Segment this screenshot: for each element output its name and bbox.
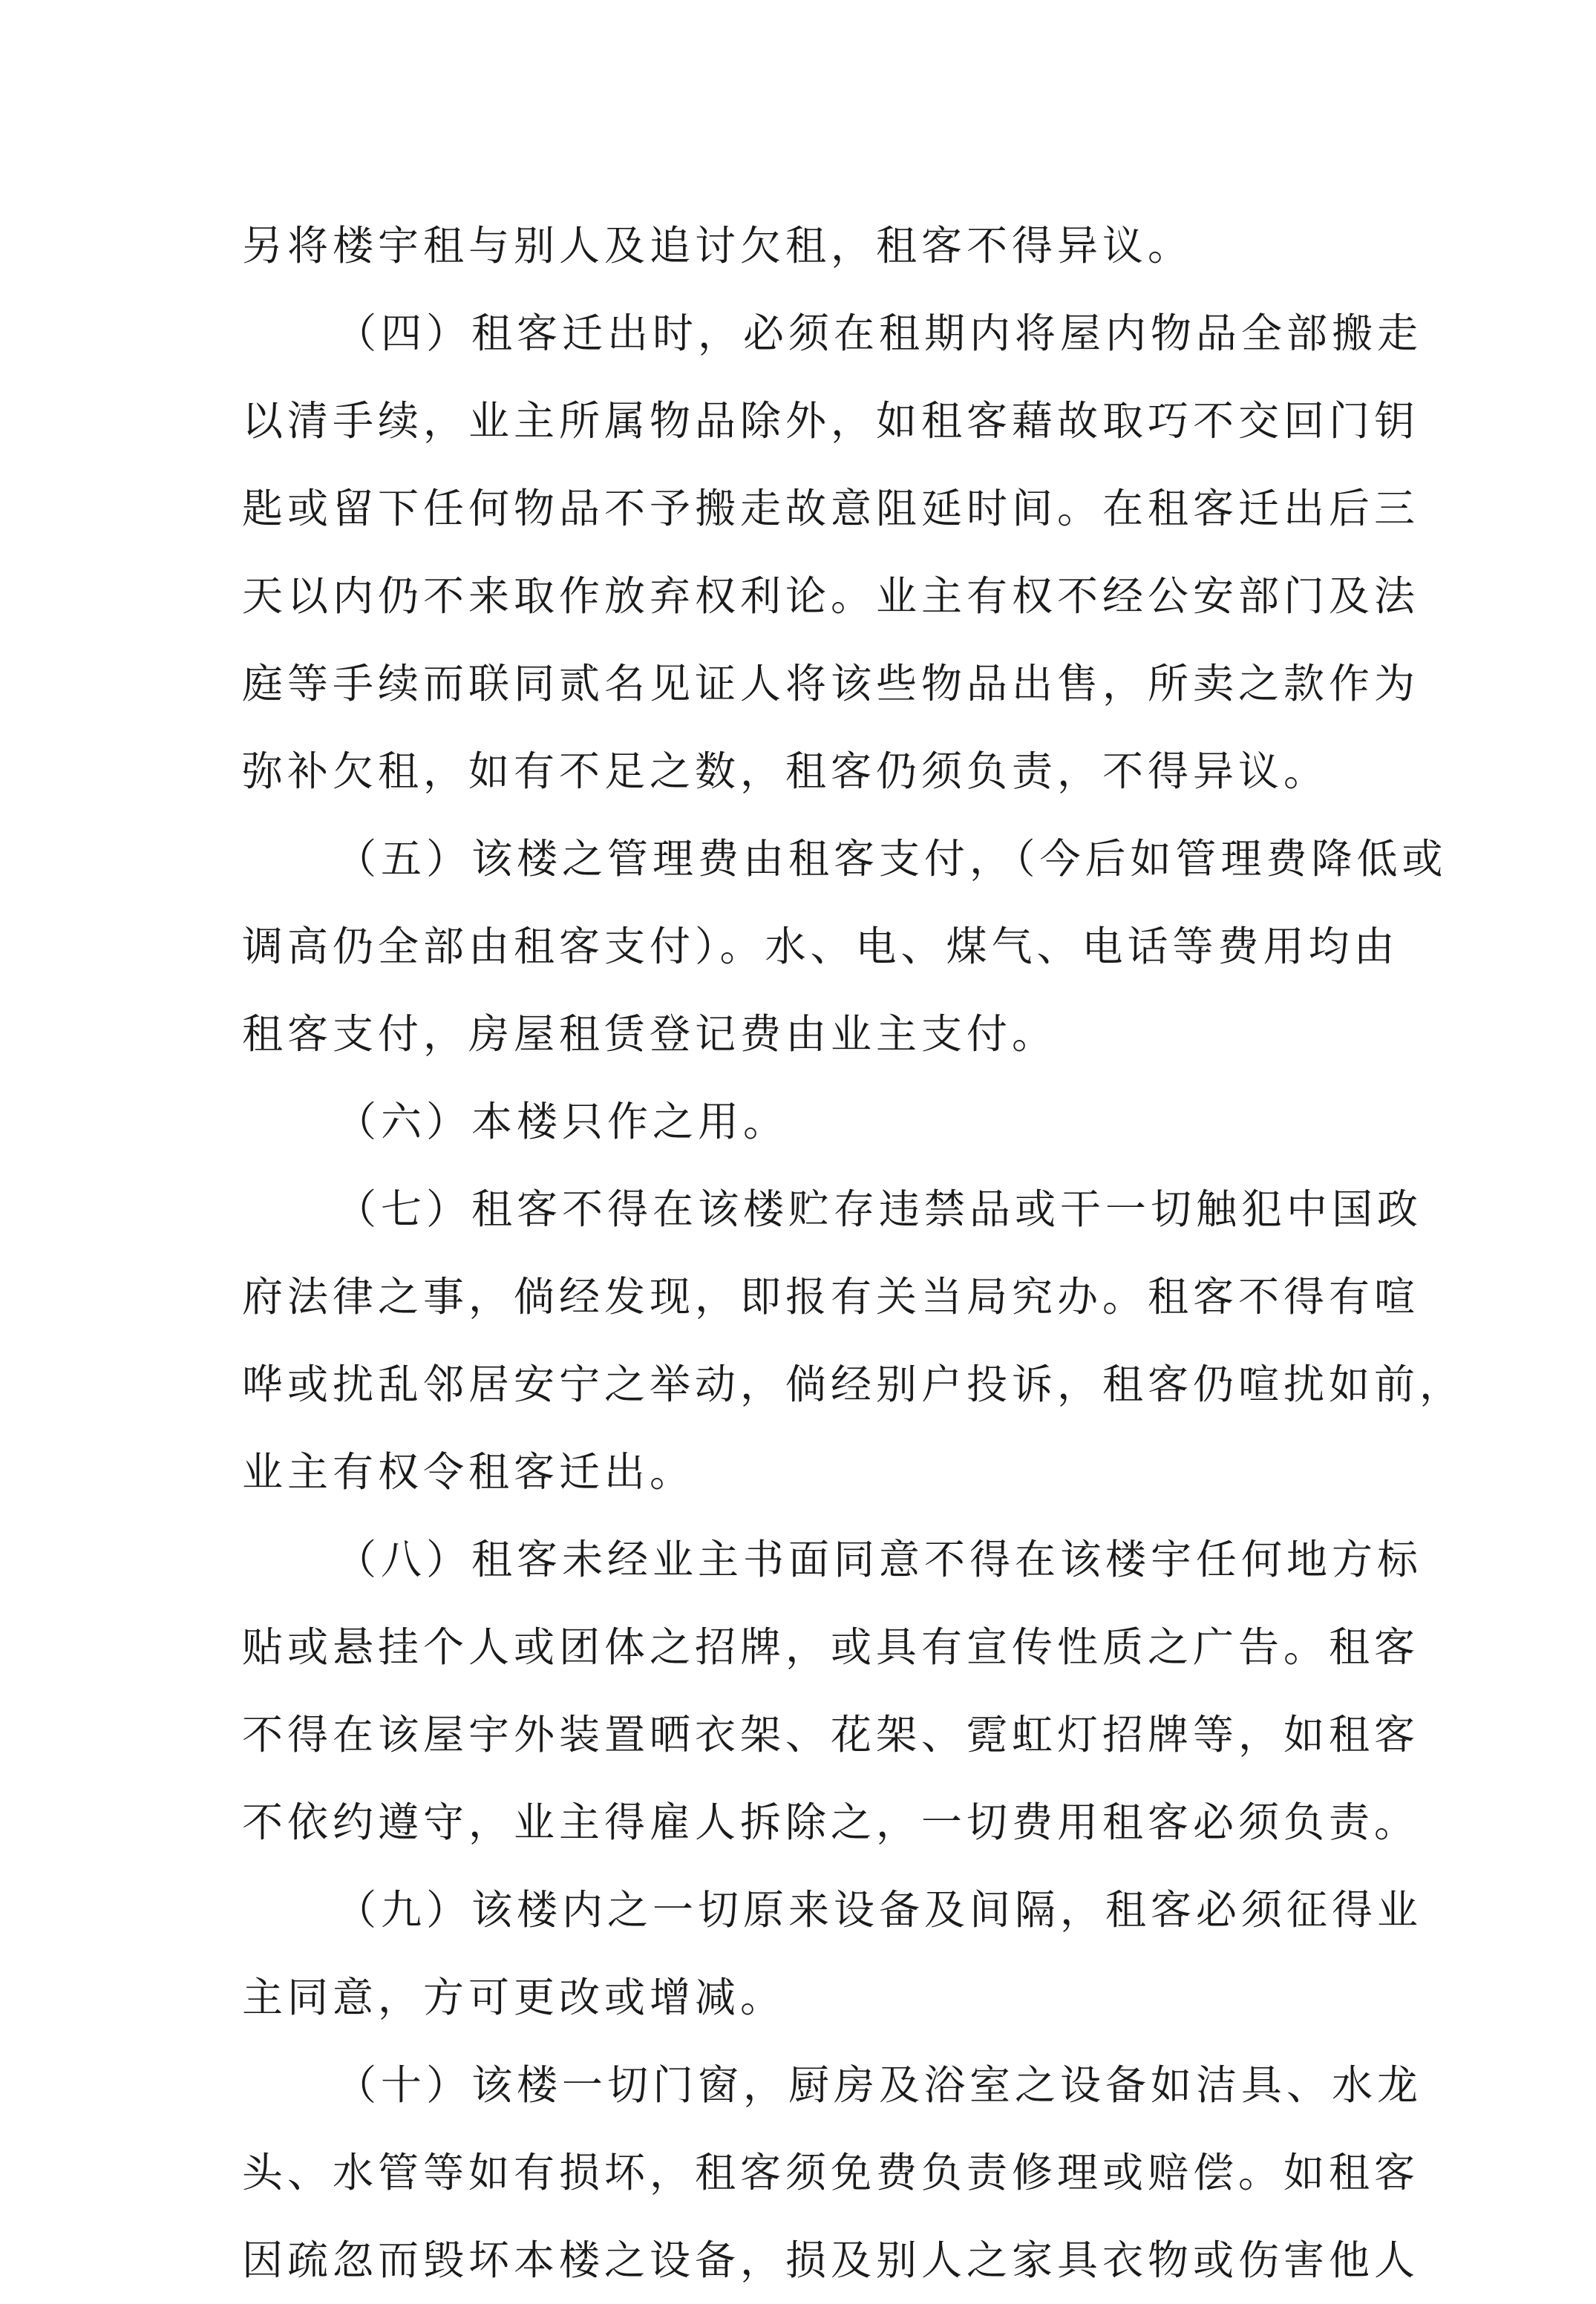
text-line: 业主有权令租客迁出。 bbox=[242, 1448, 696, 1496]
text-line: 匙或留下任何物品不予搬走故意阻延时间。在租客迁出后三 bbox=[242, 485, 1420, 532]
clause-5-line: （五）该楼之管理费由租客支付，（今后如管理费降低或 bbox=[336, 835, 1448, 883]
text-line: 天以内仍不来取作放弃权利论。业主有权不经公安部门及法 bbox=[242, 572, 1420, 620]
text-line: 以清手续，业主所属物品除外，如租客藉故取巧不交回门钥 bbox=[242, 397, 1420, 445]
clause-7-line: （七）租客不得在该楼贮存违禁品或干一切触犯中国政 bbox=[336, 1185, 1423, 1233]
text-line: 另将楼宇租与别人及追讨欠租，租客不得异议。 bbox=[242, 222, 1194, 269]
clause-9-line: （九）该楼内之一切原来设备及间隔，租客必须征得业 bbox=[336, 1886, 1423, 1934]
clause-8-line: （八）租客未经业主书面同意不得在该楼宇任何地方标 bbox=[336, 1536, 1423, 1583]
clause-6-line: （六）本楼只作之用。 bbox=[336, 1098, 789, 1145]
text-line: 弥补欠租，如有不足之数，租客仍须负责，不得异议。 bbox=[242, 747, 1330, 795]
text-line: 不依约遵守，业主得雇人拆除之，一切费用租客必须负责。 bbox=[242, 1799, 1420, 1846]
clause-4-line: （四）租客迁出时，必须在租期内将屋内物品全部搬走 bbox=[336, 310, 1423, 357]
text-line: 庭等手续而联同贰名见证人将该些物品出售，所卖之款作为 bbox=[242, 660, 1420, 707]
text-line: 哗或扰乱邻居安宁之举动，倘经别户投诉，租客仍喧扰如前， bbox=[242, 1361, 1465, 1408]
clause-10-line: （十）该楼一切门窗，厨房及浴室之设备如洁具、水龙 bbox=[336, 2061, 1423, 2109]
text-line: 贴或悬挂个人或团体之招牌，或具有宣传性质之广告。租客 bbox=[242, 1623, 1420, 1671]
text-line: 调高仍全部由租客支付）。水、电、煤气、电话等费用均由 bbox=[242, 923, 1399, 970]
text-line: 因疏忽而毁坏本楼之设备，损及别人之家具衣物或伤害他人 bbox=[242, 2236, 1420, 2284]
text-line: 租客支付，房屋租赁登记费由业主支付。 bbox=[242, 1010, 1058, 1058]
text-line: 不得在该屋宇外装置晒衣架、花架、霓虹灯招牌等，如租客 bbox=[242, 1711, 1420, 1758]
text-line: 府法律之事，倘经发现，即报有关当局究办。租客不得有喧 bbox=[242, 1273, 1420, 1320]
text-line: 主同意，方可更改或增减。 bbox=[242, 1974, 786, 2021]
document-body bbox=[242, 202, 1465, 2304]
text-line: 头、水管等如有损坏，租客须免费负责修理或赔偿。如租客 bbox=[242, 2149, 1420, 2196]
